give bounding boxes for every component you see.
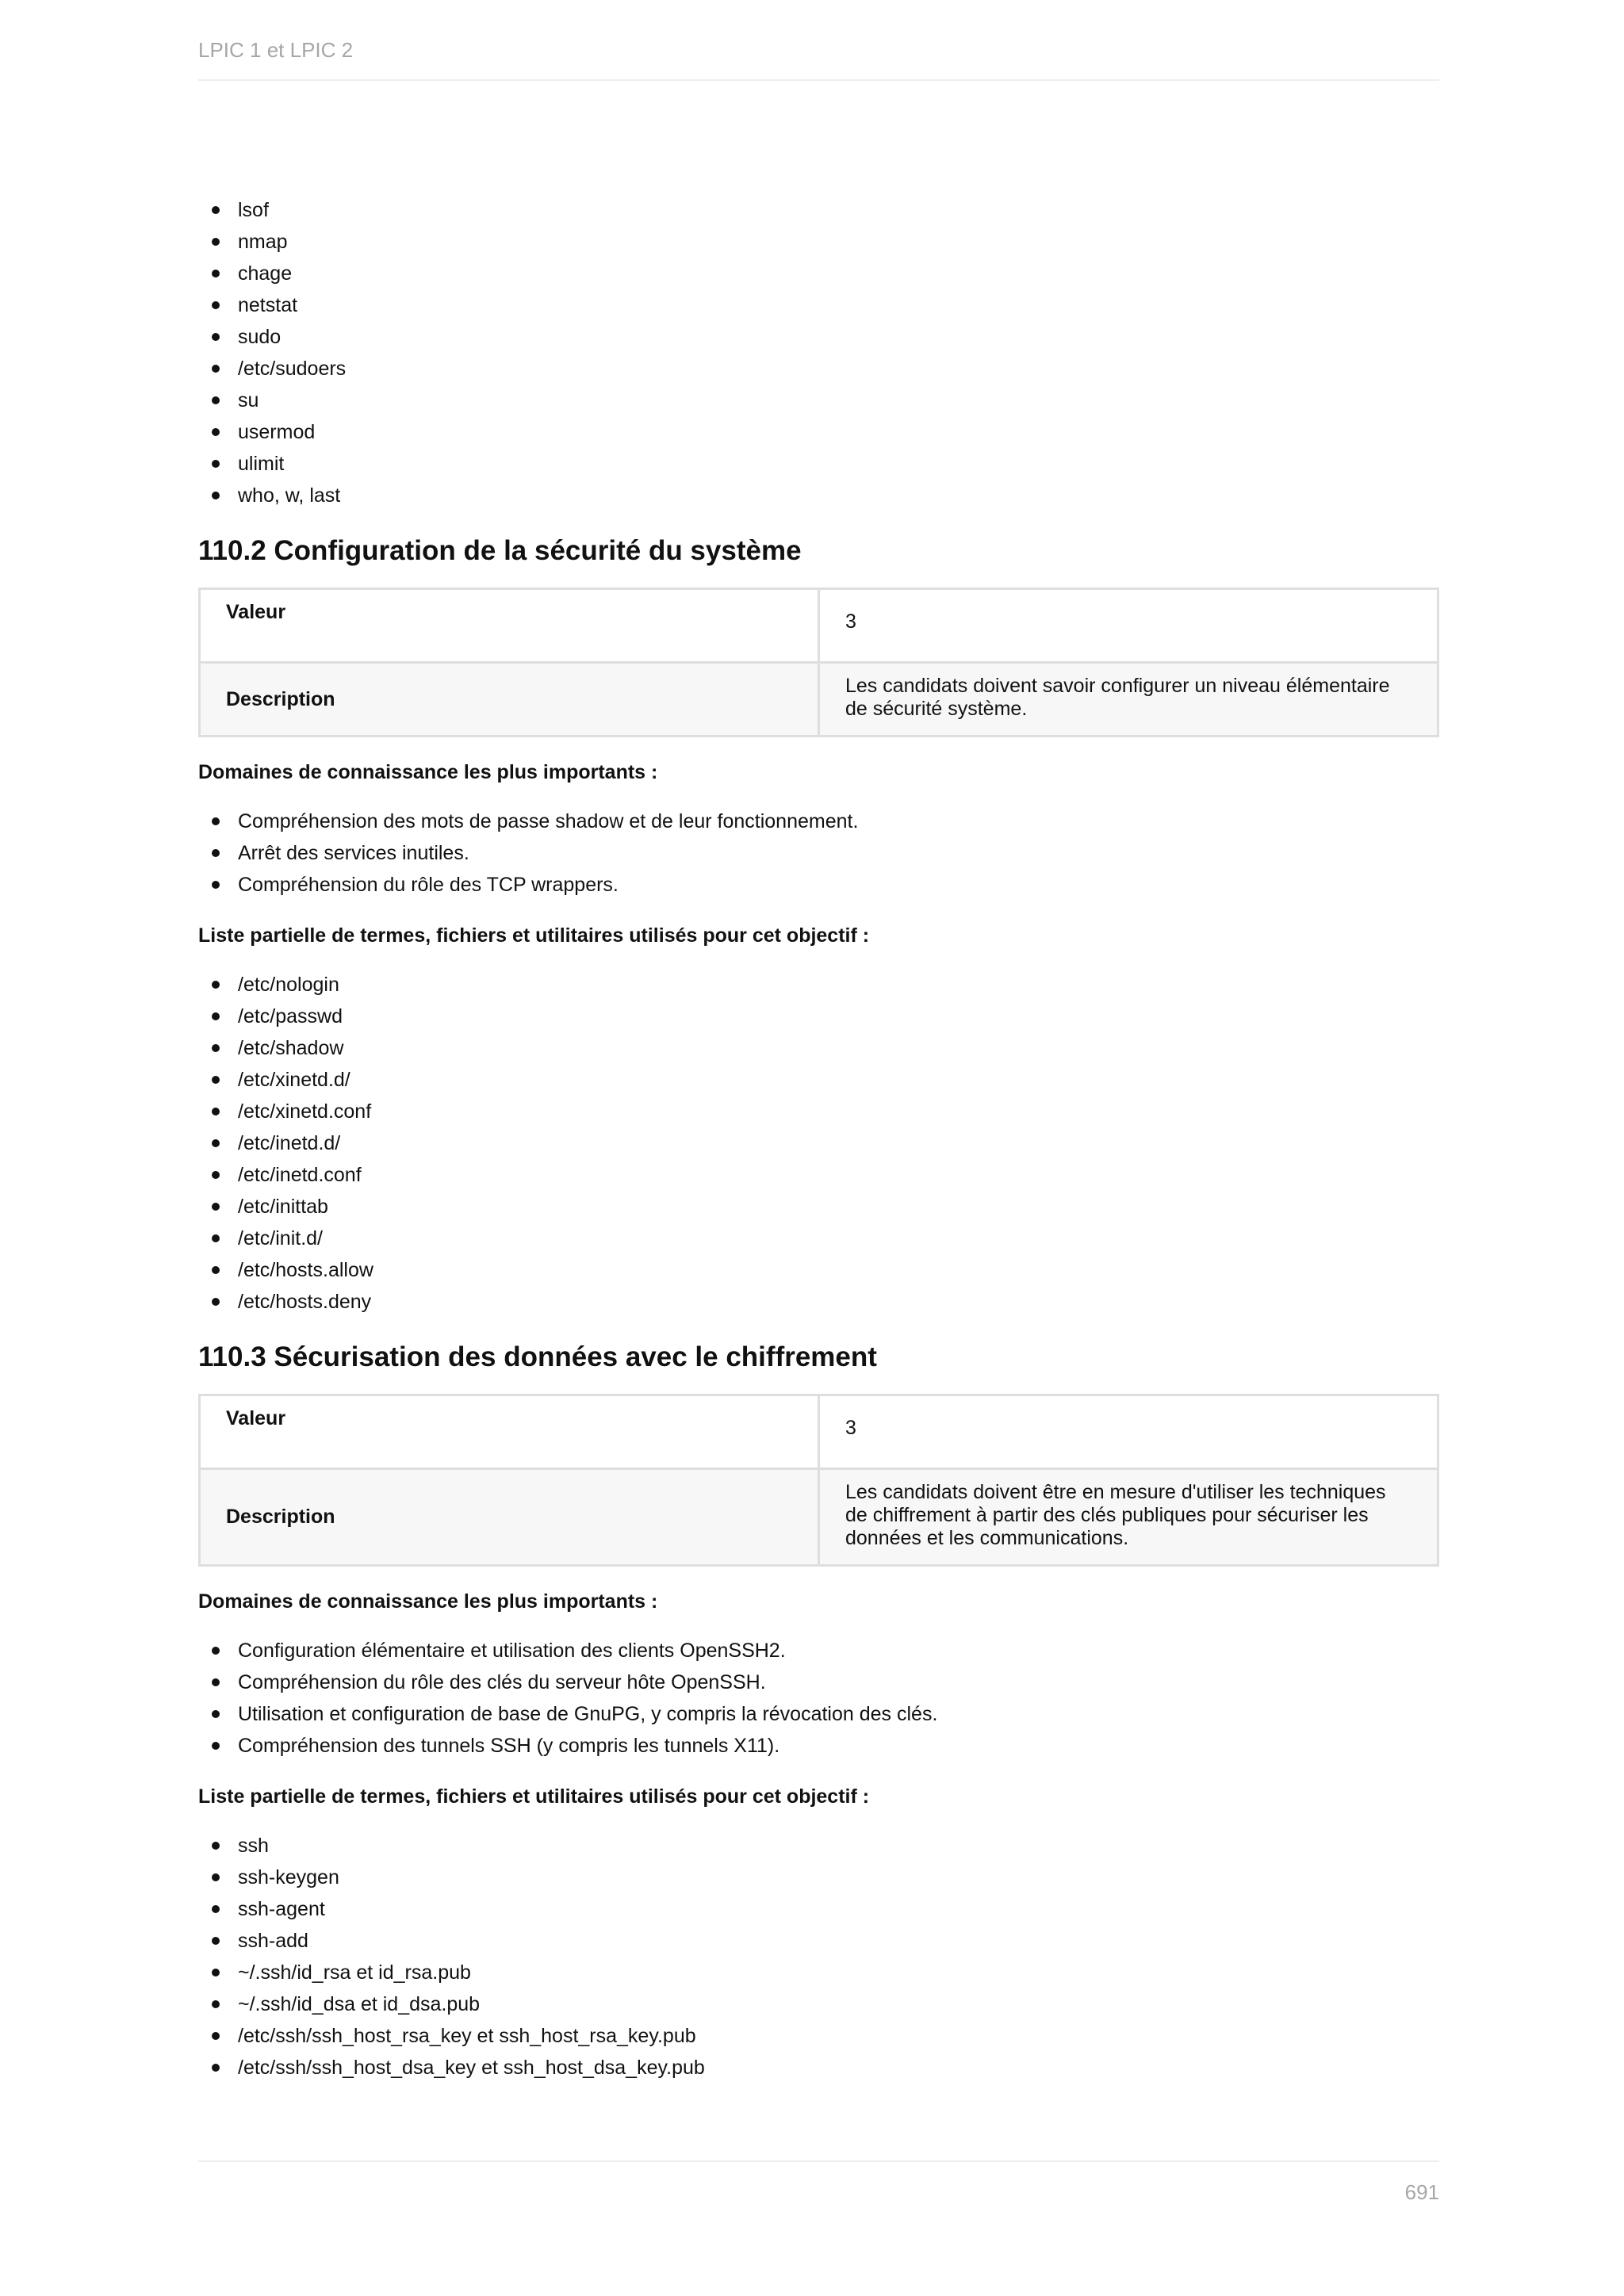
list-item: su (198, 385, 1439, 416)
terms-list (198, 969, 1439, 1318)
list-item: ssh (198, 1830, 1439, 1862)
table-row-value (200, 589, 1438, 663)
list-item: ssh-keygen (198, 1862, 1439, 1893)
commands-list (198, 194, 1439, 511)
list-item: usermod (198, 416, 1439, 448)
list-item: Compréhension des mots de passe shadow et de leur fonctionnement. (198, 806, 1439, 837)
description-cell: Les candidats doivent savoir configurer un niveau élémentaire de sécurité système. (819, 663, 1438, 737)
list-item: ~/.ssh/id_dsa et id_dsa.pub (198, 1988, 1439, 2020)
list-item: /etc/nologin (198, 969, 1439, 1001)
list-item: Compréhension du rôle des clés du serveur hôte OpenSSH. (198, 1667, 1439, 1698)
list-item: /etc/xinetd.d/ (198, 1064, 1439, 1096)
value-cell: 3 (819, 1395, 1438, 1469)
table-row-value (200, 1395, 1438, 1469)
description-cell: Les candidats doivent être en mesure d'utiliser les techniques de chiffrement à partir des clés publiques pour sécuriser les données et les communications. (819, 1469, 1438, 1566)
objective-table-110-2 (198, 587, 1439, 737)
knowledge-list (198, 1635, 1439, 1762)
list-item: chage (198, 258, 1439, 289)
page-number: 691 (1404, 2180, 1439, 2204)
list-item: Compréhension du rôle des TCP wrappers. (198, 869, 1439, 901)
knowledge-heading: Domaines de connaissance les plus importants : (198, 761, 658, 783)
footer-divider (198, 2160, 1439, 2162)
list-item: /etc/ssh/ssh_host_dsa_key et ssh_host_dsa_key.pub (198, 2052, 1439, 2084)
list-item: sudo (198, 321, 1439, 353)
terms-heading: Liste partielle de termes, fichiers et utilitaires utilisés pour cet objectif : (198, 1785, 870, 1808)
list-item: /etc/hosts.deny (198, 1286, 1439, 1318)
list-item: /etc/sudoers (198, 353, 1439, 385)
page-content (198, 194, 1439, 2084)
list-item: ssh-add (198, 1925, 1439, 1957)
list-item: Arrêt des services inutiles. (198, 837, 1439, 869)
list-item: nmap (198, 226, 1439, 258)
knowledge-list (198, 806, 1439, 901)
section-title-110-2: 110.2 Configuration de la sécurité du système (198, 535, 802, 566)
list-item: Utilisation et configuration de base de GnuPG, y compris la révocation des clés. (198, 1698, 1439, 1730)
list-item: lsof (198, 194, 1439, 226)
list-item: netstat (198, 289, 1439, 321)
value-label: Valeur (200, 1395, 819, 1469)
list-item: ulimit (198, 448, 1439, 480)
objective-table-110-3 (198, 1394, 1439, 1567)
list-item: ssh-agent (198, 1893, 1439, 1925)
list-item: Compréhension des tunnels SSH (y compris les tunnels X11). (198, 1730, 1439, 1762)
list-item: /etc/inetd.conf (198, 1159, 1439, 1191)
list-item: /etc/inetd.d/ (198, 1127, 1439, 1159)
list-item: /etc/xinetd.conf (198, 1096, 1439, 1127)
description-label: Description (200, 1469, 819, 1566)
list-item: /etc/inittab (198, 1191, 1439, 1223)
list-item: who, w, last (198, 480, 1439, 511)
value-cell: 3 (819, 589, 1438, 663)
list-item: /etc/passwd (198, 1001, 1439, 1032)
section-title-110-3: 110.3 Sécurisation des données avec le chiffrement (198, 1341, 877, 1372)
table-row-description (200, 663, 1438, 737)
list-item: /etc/ssh/ssh_host_rsa_key et ssh_host_rsa_key.pub (198, 2020, 1439, 2052)
list-item: ~/.ssh/id_rsa et id_rsa.pub (198, 1957, 1439, 1988)
terms-list (198, 1830, 1439, 2084)
list-item: /etc/hosts.allow (198, 1254, 1439, 1286)
description-label: Description (200, 663, 819, 737)
header-divider (198, 79, 1439, 81)
list-item: Configuration élémentaire et utilisation des clients OpenSSH2. (198, 1635, 1439, 1667)
list-item: /etc/shadow (198, 1032, 1439, 1064)
running-header: LPIC 1 et LPIC 2 (198, 38, 354, 62)
value-label: Valeur (200, 589, 819, 663)
knowledge-heading: Domaines de connaissance les plus importants : (198, 1590, 658, 1613)
terms-heading: Liste partielle de termes, fichiers et utilitaires utilisés pour cet objectif : (198, 924, 870, 947)
list-item: /etc/init.d/ (198, 1223, 1439, 1254)
table-row-description (200, 1469, 1438, 1566)
